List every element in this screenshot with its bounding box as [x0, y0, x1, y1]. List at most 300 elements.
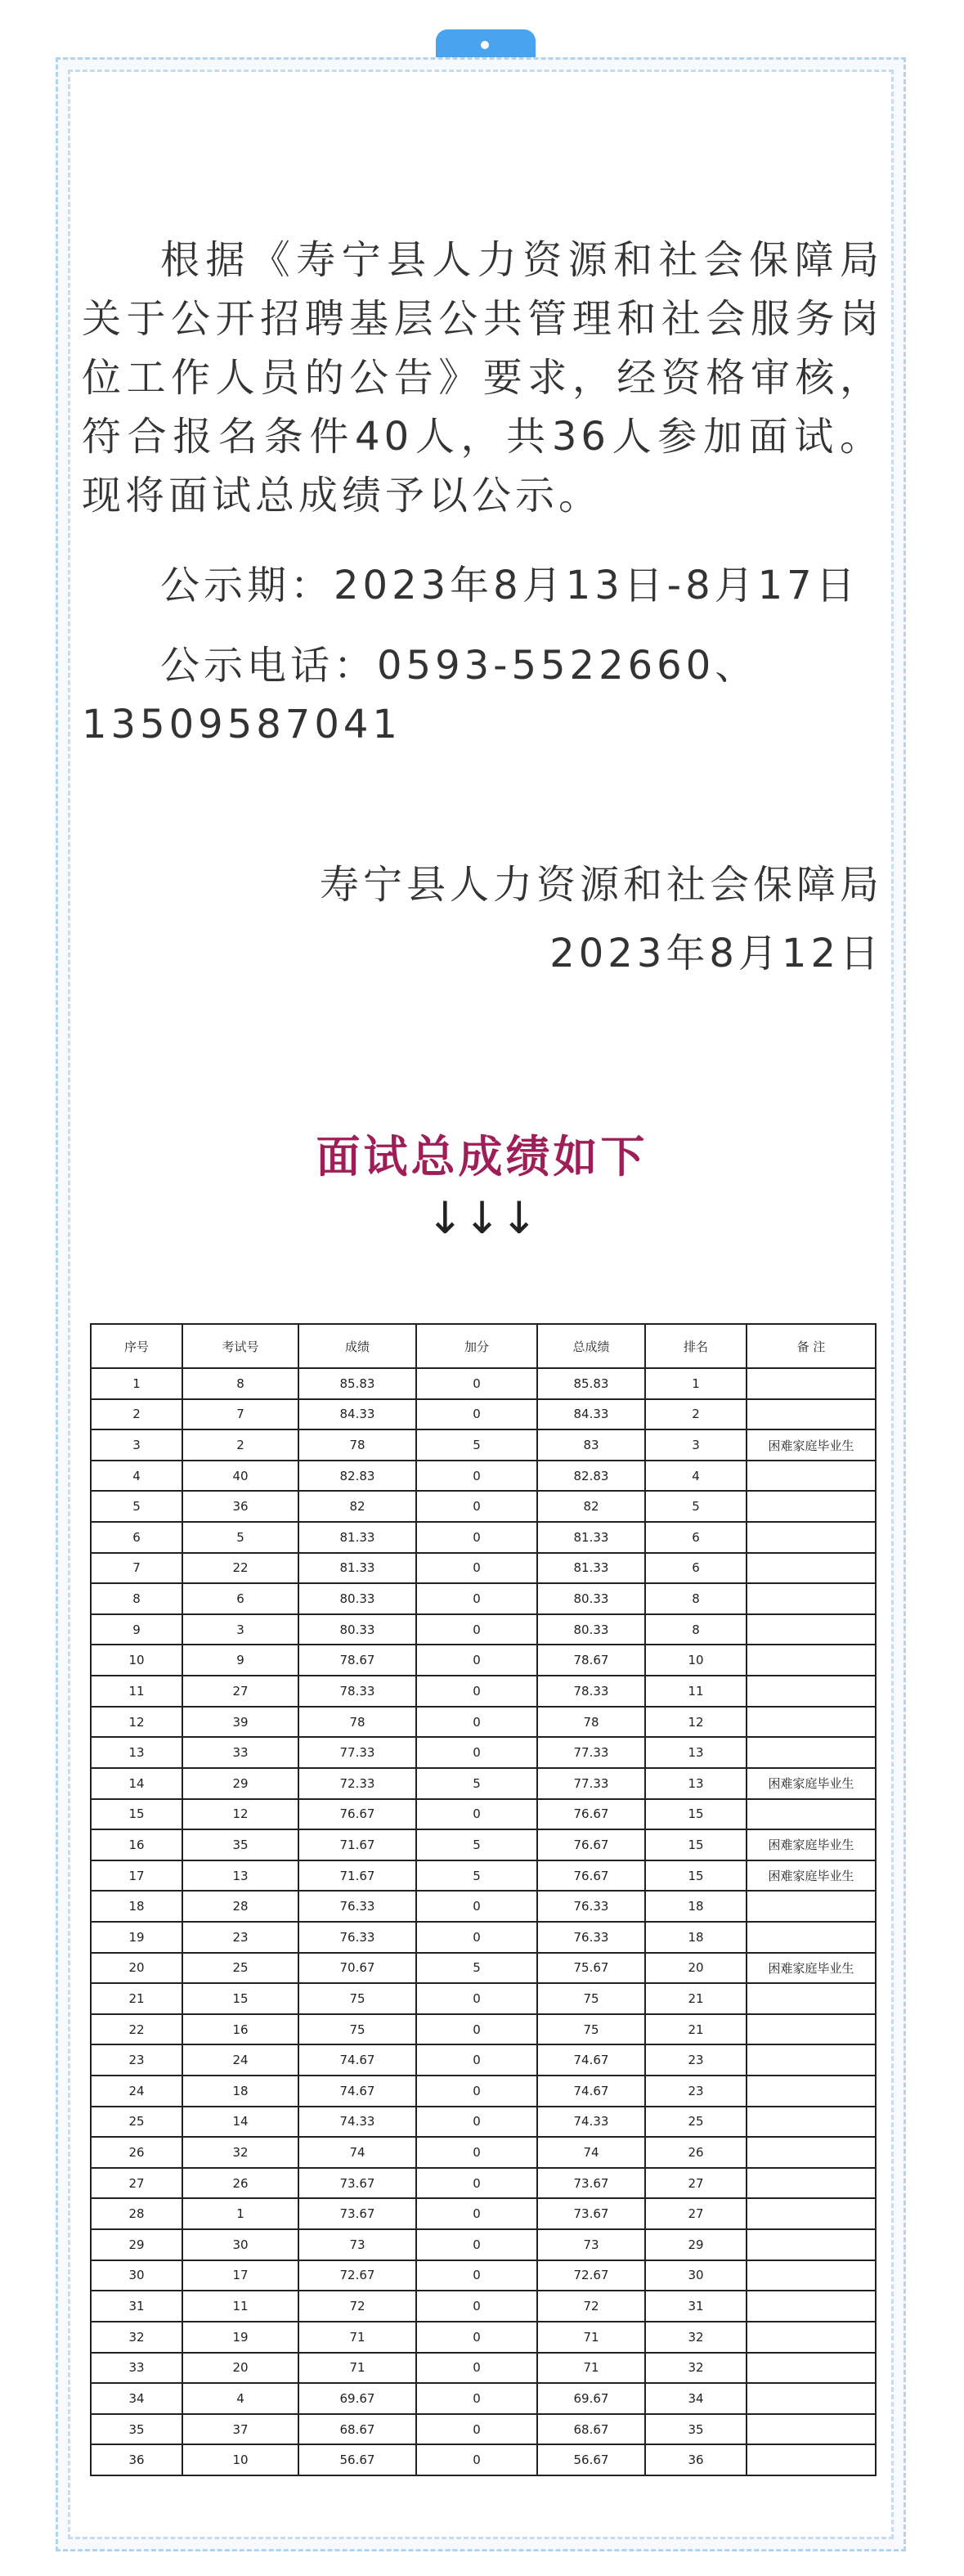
- table-cell: 78.67: [298, 1645, 416, 1676]
- table-cell: 27: [645, 2168, 747, 2199]
- table-cell: 9: [182, 1645, 298, 1676]
- table-row: [91, 1399, 876, 1430]
- table-cell: 68.67: [298, 2414, 416, 2445]
- table-cell: 29: [645, 2229, 747, 2260]
- table-cell: [747, 2137, 876, 2168]
- table-cell: 15: [645, 1799, 747, 1830]
- table-cell: 0: [416, 1676, 537, 1707]
- table-cell: 40: [182, 1461, 298, 1492]
- table-cell: 16: [91, 1829, 182, 1860]
- table-row: [91, 2107, 876, 2138]
- table-cell: 4: [645, 1461, 747, 1492]
- table-cell: 77.33: [537, 1768, 645, 1799]
- table-cell: 23: [645, 2076, 747, 2107]
- table-cell: 0: [416, 2168, 537, 2199]
- table-cell: 0: [416, 1922, 537, 1953]
- table-cell: 0: [416, 1614, 537, 1645]
- table-cell: [747, 2014, 876, 2045]
- table-cell: 23: [91, 2044, 182, 2076]
- table-cell: 36: [645, 2444, 747, 2475]
- table-cell: 0: [416, 2014, 537, 2045]
- table-cell: 0: [416, 1645, 537, 1676]
- table-cell: 77.33: [537, 1737, 645, 1768]
- table-cell: 73.67: [537, 2198, 645, 2229]
- table-cell: 4: [182, 2383, 298, 2414]
- table-cell: 74: [298, 2137, 416, 2168]
- scores-table: [90, 1323, 877, 2476]
- table-row: [91, 2414, 876, 2445]
- table-cell: 72: [537, 2291, 645, 2322]
- table-cell: 31: [91, 2291, 182, 2322]
- table-cell: [747, 1522, 876, 1553]
- table-row: [91, 2198, 876, 2229]
- table-cell: [747, 2229, 876, 2260]
- table-cell: [747, 1676, 876, 1707]
- table-cell: [747, 2383, 876, 2414]
- table-row: [91, 2383, 876, 2414]
- table-cell: 0: [416, 2322, 537, 2353]
- table-cell: 74.67: [537, 2044, 645, 2076]
- table-cell: 32: [645, 2322, 747, 2353]
- table-cell: 74.67: [537, 2076, 645, 2107]
- table-cell: 25: [645, 2107, 747, 2138]
- table-cell: 17: [91, 1860, 182, 1892]
- table-cell: 23: [182, 1922, 298, 1953]
- table-cell: 73: [298, 2229, 416, 2260]
- table-cell: [747, 1399, 876, 1430]
- header-exam-no: 考试号: [182, 1324, 298, 1368]
- table-cell: 13: [645, 1737, 747, 1768]
- table-cell: 18: [91, 1891, 182, 1922]
- table-row: [91, 2260, 876, 2291]
- section-title: 面试总成绩如下: [316, 1131, 648, 1183]
- table-cell: 困难家庭毕业生: [747, 1768, 876, 1799]
- table-cell: 56.67: [537, 2444, 645, 2475]
- table-row: [91, 1860, 876, 1892]
- table-cell: [747, 1583, 876, 1614]
- table-row: [91, 1799, 876, 1830]
- table-cell: 5: [645, 1491, 747, 1522]
- table-cell: [747, 1491, 876, 1522]
- table-cell: 35: [645, 2414, 747, 2445]
- table-cell: 8: [645, 1583, 747, 1614]
- table-cell: 6: [645, 1553, 747, 1584]
- table-cell: 71: [537, 2353, 645, 2384]
- down-arrows-icon: ↓↓↓: [426, 1192, 538, 1244]
- table-cell: 73.67: [537, 2168, 645, 2199]
- table-cell: 困难家庭毕业生: [747, 1860, 876, 1892]
- table-cell: 74.33: [298, 2107, 416, 2138]
- table-cell: 13: [645, 1768, 747, 1799]
- table-row: [91, 1522, 876, 1553]
- table-cell: 11: [645, 1676, 747, 1707]
- table-cell: 32: [182, 2137, 298, 2168]
- table-cell: [747, 2107, 876, 2138]
- table-cell: [747, 1707, 876, 1738]
- table-cell: [747, 1461, 876, 1492]
- table-cell: 0: [416, 1522, 537, 1553]
- table-cell: 74.67: [298, 2076, 416, 2107]
- table-cell: 73.67: [298, 2168, 416, 2199]
- table-cell: 73.67: [298, 2198, 416, 2229]
- table-cell: 22: [182, 1553, 298, 1584]
- table-cell: 76.33: [298, 1891, 416, 1922]
- table-cell: 1: [645, 1368, 747, 1399]
- table-row: [91, 1461, 876, 1492]
- table-cell: 12: [182, 1799, 298, 1830]
- table-cell: [747, 2044, 876, 2076]
- header-score: 成绩: [298, 1324, 416, 1368]
- header-total: 总成绩: [537, 1324, 645, 1368]
- table-row: [91, 1829, 876, 1860]
- table-row: [91, 2014, 876, 2045]
- table-cell: 80.33: [537, 1614, 645, 1645]
- table-cell: 72.67: [537, 2260, 645, 2291]
- table-cell: 8: [182, 1368, 298, 1399]
- notice-period: 公示期：2023年8月13日-8月17日: [160, 563, 859, 608]
- header-remark: 备 注: [747, 1324, 876, 1368]
- table-cell: 20: [182, 2353, 298, 2384]
- table-row: [91, 1491, 876, 1522]
- table-cell: 10: [182, 2444, 298, 2475]
- table-cell: 76.67: [537, 1799, 645, 1830]
- table-cell: 68.67: [537, 2414, 645, 2445]
- table-cell: 15: [182, 1983, 298, 2014]
- table-cell: 77.33: [298, 1737, 416, 1768]
- table-cell: 15: [91, 1799, 182, 1830]
- table-cell: 83: [537, 1429, 645, 1461]
- table-cell: [747, 2291, 876, 2322]
- table-cell: 34: [91, 2383, 182, 2414]
- table-body: [91, 1368, 876, 2475]
- table-cell: 27: [182, 1676, 298, 1707]
- table-cell: 0: [416, 2444, 537, 2475]
- table-row: [91, 1368, 876, 1399]
- table-cell: 11: [91, 1676, 182, 1707]
- table-row: [91, 1614, 876, 1645]
- table-cell: 5: [416, 1953, 537, 1984]
- table-cell: 8: [91, 1583, 182, 1614]
- table-row: [91, 1676, 876, 1707]
- header-bonus: 加分: [416, 1324, 537, 1368]
- table-cell: 81.33: [298, 1553, 416, 1584]
- table-cell: 15: [645, 1829, 747, 1860]
- table-cell: 18: [645, 1891, 747, 1922]
- table-cell: 81.33: [537, 1522, 645, 1553]
- table-cell: 30: [645, 2260, 747, 2291]
- notice-phone: 公示电话：0593-5522660、13509587041: [82, 643, 759, 747]
- table-cell: 82: [537, 1491, 645, 1522]
- table-cell: 6: [91, 1522, 182, 1553]
- table-cell: 82: [298, 1491, 416, 1522]
- table-cell: 34: [645, 2383, 747, 2414]
- table-cell: 12: [645, 1707, 747, 1738]
- table-cell: 0: [416, 2229, 537, 2260]
- table-cell: 8: [645, 1614, 747, 1645]
- table-cell: 26: [645, 2137, 747, 2168]
- table-cell: 71: [537, 2322, 645, 2353]
- table-cell: 14: [91, 1768, 182, 1799]
- table-row: [91, 1891, 876, 1922]
- table-cell: 82.83: [537, 1461, 645, 1492]
- table-cell: 24: [182, 2044, 298, 2076]
- table-cell: 78: [298, 1707, 416, 1738]
- table-row: [91, 1583, 876, 1614]
- table-cell: 78: [537, 1707, 645, 1738]
- table-cell: 0: [416, 1983, 537, 2014]
- table-row: [91, 1737, 876, 1768]
- table-cell: 11: [182, 2291, 298, 2322]
- table-cell: [747, 1553, 876, 1584]
- table-cell: 78.67: [537, 1645, 645, 1676]
- table-header-row: [91, 1324, 876, 1368]
- table-cell: [747, 2322, 876, 2353]
- table-cell: 5: [416, 1860, 537, 1892]
- table-cell: 3: [182, 1614, 298, 1645]
- table-cell: 29: [182, 1768, 298, 1799]
- table-cell: 18: [645, 1922, 747, 1953]
- table-cell: 31: [645, 2291, 747, 2322]
- table-cell: 0: [416, 1461, 537, 1492]
- table-cell: 24: [91, 2076, 182, 2107]
- table-cell: 2: [182, 1429, 298, 1461]
- table-cell: [747, 2353, 876, 2384]
- table-cell: 22: [91, 2014, 182, 2045]
- table-cell: 35: [182, 1829, 298, 1860]
- table-cell: 36: [91, 2444, 182, 2475]
- table-cell: 6: [645, 1522, 747, 1553]
- table-cell: 35: [91, 2414, 182, 2445]
- table-row: [91, 1645, 876, 1676]
- table-row: [91, 2076, 876, 2107]
- table-cell: 7: [91, 1553, 182, 1584]
- table-cell: 0: [416, 2291, 537, 2322]
- table-cell: 0: [416, 1491, 537, 1522]
- table-cell: 10: [645, 1645, 747, 1676]
- table-cell: 16: [182, 2014, 298, 2045]
- table-cell: [747, 1614, 876, 1645]
- table-cell: 21: [645, 2014, 747, 2045]
- table-cell: 36: [182, 1491, 298, 1522]
- table-cell: [747, 2260, 876, 2291]
- table-cell: 30: [182, 2229, 298, 2260]
- table-cell: 0: [416, 1707, 537, 1738]
- table-row: [91, 1922, 876, 1953]
- table-cell: 19: [91, 1922, 182, 1953]
- table-cell: 71: [298, 2322, 416, 2353]
- table-cell: 23: [645, 2044, 747, 2076]
- table-cell: [747, 2168, 876, 2199]
- table-cell: 80.33: [298, 1583, 416, 1614]
- table-cell: 71.67: [298, 1829, 416, 1860]
- table-cell: 0: [416, 2414, 537, 2445]
- table-row: [91, 2291, 876, 2322]
- table-cell: 0: [416, 1553, 537, 1584]
- header-rank: 排名: [645, 1324, 747, 1368]
- notice-paragraph: 根据《寿宁县人力资源和社会保障局关于公开招聘基层公共管理和社会服务岗位工作人员的公告》要求，经资格审核，符合报名条件40人，共36人参加面试。现将面试总成绩予以公示。: [82, 237, 883, 518]
- table-cell: 25: [182, 1953, 298, 1984]
- table-cell: [747, 2444, 876, 2475]
- table-cell: 0: [416, 2198, 537, 2229]
- table-cell: 5: [91, 1491, 182, 1522]
- table-row: [91, 2353, 876, 2384]
- table-cell: 75: [537, 2014, 645, 2045]
- table-cell: 32: [645, 2353, 747, 2384]
- signature-date: 2023年8月12日: [549, 931, 883, 976]
- table-cell: 75.67: [537, 1953, 645, 1984]
- table-row: [91, 1707, 876, 1738]
- table-cell: 17: [182, 2260, 298, 2291]
- table-cell: [747, 2414, 876, 2445]
- table-cell: 27: [645, 2198, 747, 2229]
- table-cell: 9: [91, 1614, 182, 1645]
- table-cell: 81.33: [298, 1522, 416, 1553]
- table-cell: 72.67: [298, 2260, 416, 2291]
- table-cell: 2: [645, 1399, 747, 1430]
- table-cell: 29: [91, 2229, 182, 2260]
- table-cell: 5: [416, 1768, 537, 1799]
- table-cell: 6: [182, 1583, 298, 1614]
- table-row: [91, 1553, 876, 1584]
- table-cell: 85.83: [298, 1368, 416, 1399]
- table-cell: 5: [416, 1429, 537, 1461]
- table-cell: 12: [91, 1707, 182, 1738]
- table-cell: 76.67: [537, 1860, 645, 1892]
- table-row: [91, 2444, 876, 2475]
- table-cell: 71.67: [298, 1860, 416, 1892]
- table-cell: 18: [182, 2076, 298, 2107]
- table-cell: 76.67: [298, 1799, 416, 1830]
- table-row: [91, 2168, 876, 2199]
- table-cell: 73: [537, 2229, 645, 2260]
- table-cell: [747, 1983, 876, 2014]
- table-cell: 39: [182, 1707, 298, 1738]
- table-cell: [747, 2198, 876, 2229]
- table-cell: 21: [645, 1983, 747, 2014]
- table-cell: 75: [298, 1983, 416, 2014]
- table-cell: 33: [91, 2353, 182, 2384]
- table-cell: 30: [91, 2260, 182, 2291]
- table-cell: 0: [416, 2044, 537, 2076]
- table-cell: 78: [298, 1429, 416, 1461]
- table-cell: 1: [182, 2198, 298, 2229]
- table-cell: 69.67: [537, 2383, 645, 2414]
- table-cell: 74.67: [298, 2044, 416, 2076]
- table-row: [91, 2044, 876, 2076]
- table-cell: [747, 1799, 876, 1830]
- table-cell: [747, 1891, 876, 1922]
- table-cell: 0: [416, 1737, 537, 1768]
- table-cell: 56.67: [298, 2444, 416, 2475]
- table-cell: 3: [91, 1429, 182, 1461]
- table-cell: [747, 1737, 876, 1768]
- table-cell: 0: [416, 1368, 537, 1399]
- table-cell: 13: [91, 1737, 182, 1768]
- tab-hole-dot: [481, 41, 489, 49]
- table-cell: 困难家庭毕业生: [747, 1829, 876, 1860]
- table-cell: 0: [416, 2383, 537, 2414]
- table-cell: 84.33: [537, 1399, 645, 1430]
- table-cell: 0: [416, 2137, 537, 2168]
- table-cell: 26: [182, 2168, 298, 2199]
- table-cell: 78.33: [537, 1676, 645, 1707]
- table-cell: 26: [91, 2137, 182, 2168]
- table-cell: 81.33: [537, 1553, 645, 1584]
- table-row: [91, 1953, 876, 1984]
- table-cell: 72.33: [298, 1768, 416, 1799]
- table-cell: 71: [298, 2353, 416, 2384]
- table-cell: 75: [298, 2014, 416, 2045]
- table-cell: [747, 2076, 876, 2107]
- table-cell: [747, 1645, 876, 1676]
- table-cell: 3: [645, 1429, 747, 1461]
- table-cell: 76.33: [537, 1891, 645, 1922]
- table-cell: 28: [182, 1891, 298, 1922]
- table-cell: 0: [416, 2107, 537, 2138]
- table-cell: 0: [416, 1799, 537, 1830]
- table-cell: 25: [91, 2107, 182, 2138]
- table-cell: 7: [182, 1399, 298, 1430]
- table-cell: 28: [91, 2198, 182, 2229]
- table-cell: 76.67: [537, 1829, 645, 1860]
- table-cell: 33: [182, 1737, 298, 1768]
- table-cell: 0: [416, 1399, 537, 1430]
- table-cell: 84.33: [298, 1399, 416, 1430]
- table-cell: 74.33: [537, 2107, 645, 2138]
- table-cell: 困难家庭毕业生: [747, 1429, 876, 1461]
- table-cell: 19: [182, 2322, 298, 2353]
- table-cell: [747, 1368, 876, 1399]
- table-cell: 13: [182, 1860, 298, 1892]
- table-cell: 0: [416, 1583, 537, 1614]
- table-cell: 85.83: [537, 1368, 645, 1399]
- table-cell: 32: [91, 2322, 182, 2353]
- table-cell: 80.33: [537, 1583, 645, 1614]
- table-cell: 5: [182, 1522, 298, 1553]
- table-row: [91, 2322, 876, 2353]
- table-cell: 72: [298, 2291, 416, 2322]
- table-cell: 2: [91, 1399, 182, 1430]
- table-cell: 78.33: [298, 1676, 416, 1707]
- table-cell: 70.67: [298, 1953, 416, 1984]
- table-cell: 75: [537, 1983, 645, 2014]
- table-cell: 82.83: [298, 1461, 416, 1492]
- table-cell: 0: [416, 2076, 537, 2107]
- table-cell: 5: [416, 1829, 537, 1860]
- table-cell: 20: [91, 1953, 182, 1984]
- table-cell: 0: [416, 1891, 537, 1922]
- table-cell: 困难家庭毕业生: [747, 1953, 876, 1984]
- header-seq: 序号: [91, 1324, 182, 1368]
- table-cell: 0: [416, 2353, 537, 2384]
- table-cell: 21: [91, 1983, 182, 2014]
- table-cell: 74: [537, 2137, 645, 2168]
- table-cell: 69.67: [298, 2383, 416, 2414]
- signature-org: 寿宁县人力资源和社会保障局: [319, 862, 883, 908]
- table-cell: 1: [91, 1368, 182, 1399]
- table-cell: 10: [91, 1645, 182, 1676]
- table-cell: 76.33: [537, 1922, 645, 1953]
- table-cell: 14: [182, 2107, 298, 2138]
- table-cell: 37: [182, 2414, 298, 2445]
- table-cell: 27: [91, 2168, 182, 2199]
- table-row: [91, 1429, 876, 1461]
- table-cell: 15: [645, 1860, 747, 1892]
- table-cell: 4: [91, 1461, 182, 1492]
- table-cell: [747, 1922, 876, 1953]
- table-row: [91, 2137, 876, 2168]
- table-cell: 0: [416, 2260, 537, 2291]
